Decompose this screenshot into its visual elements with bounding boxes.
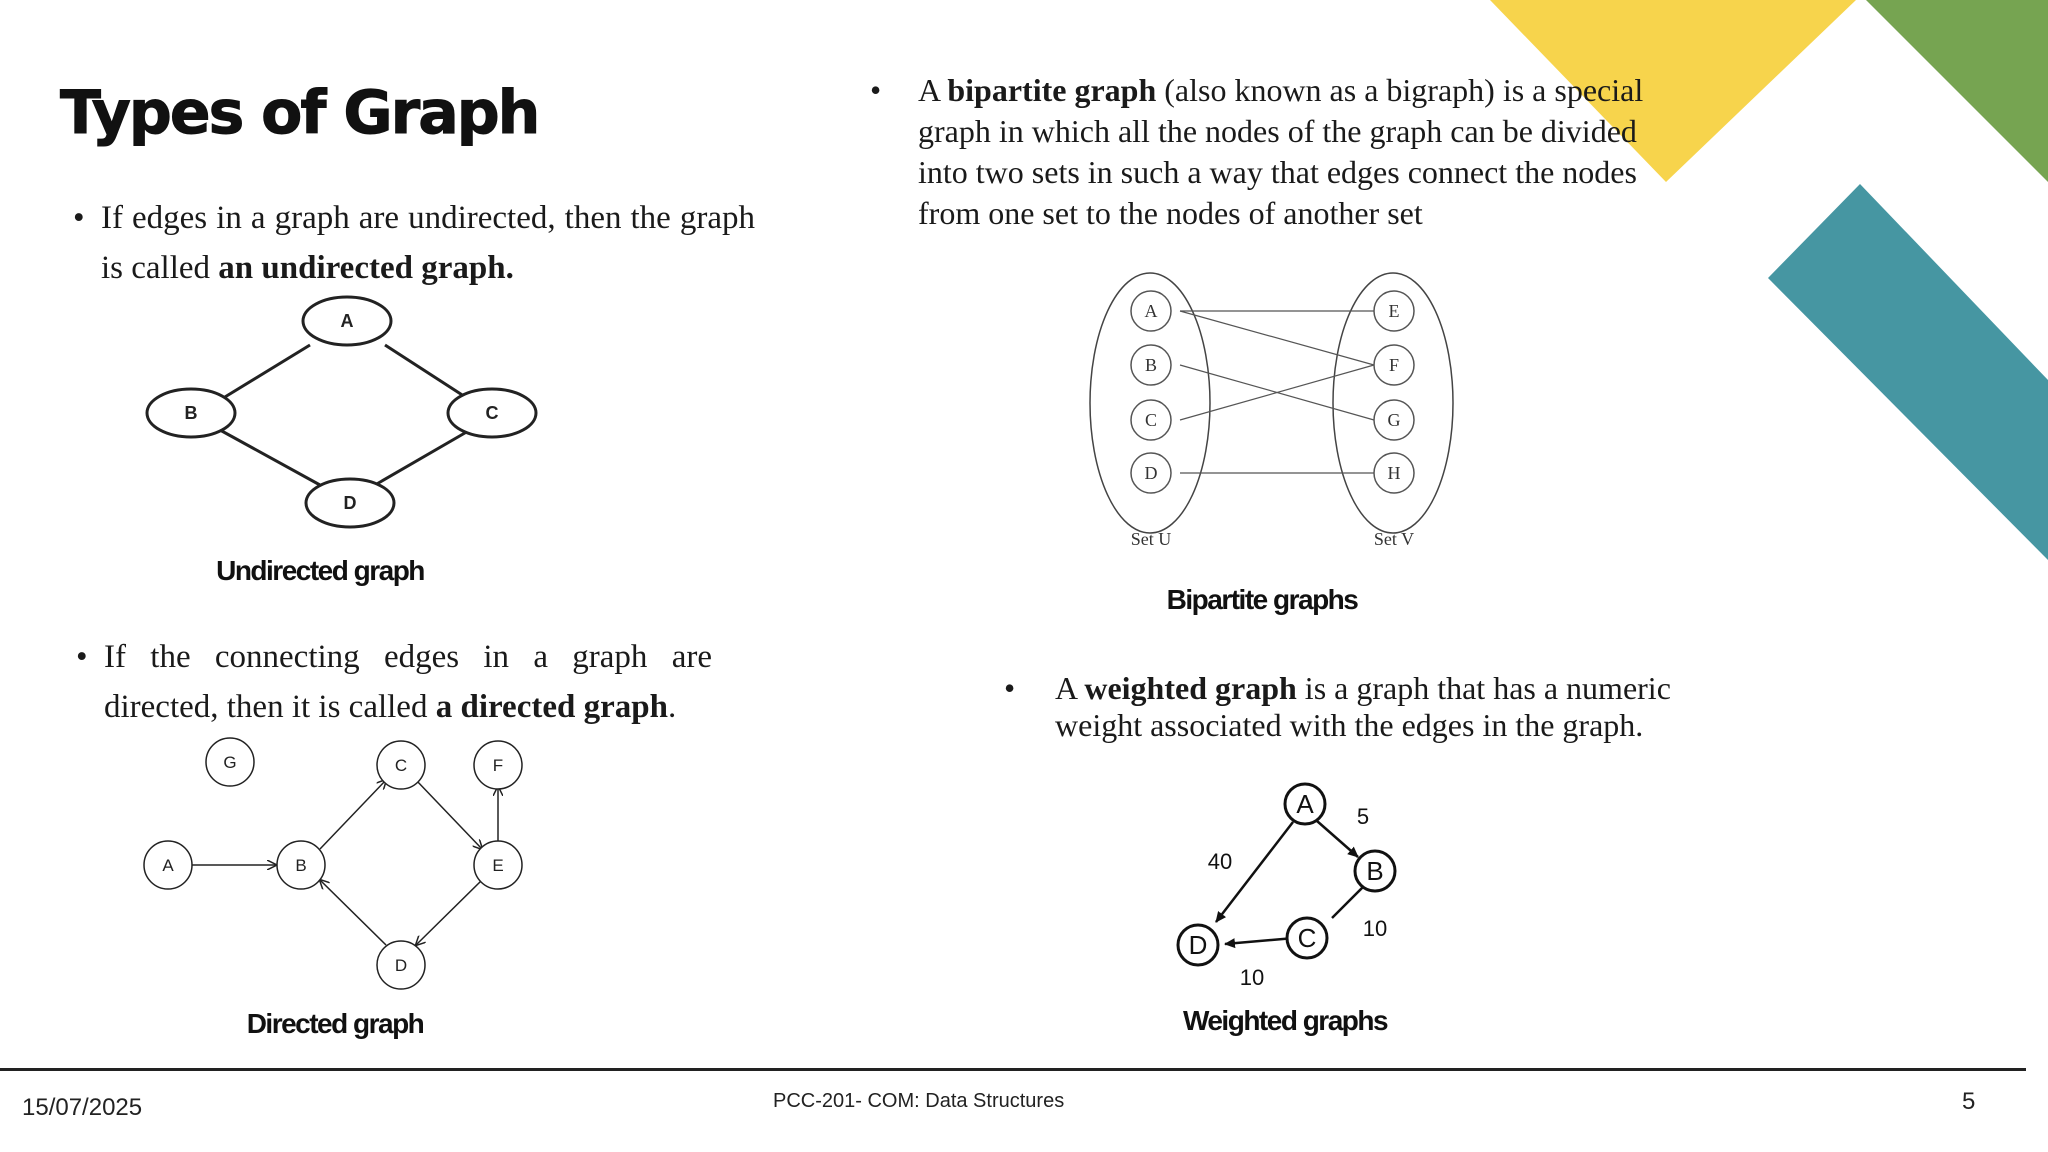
node-label: G — [1387, 410, 1401, 430]
undirected-bullet — [73, 193, 755, 293]
edge-d-b — [320, 880, 386, 945]
bullet-dot: • — [76, 639, 88, 675]
bullet-dot: • — [1004, 670, 1016, 706]
node-label: F — [1388, 355, 1400, 375]
green-triangle — [1866, 0, 2048, 182]
edge-a-c — [385, 345, 470, 400]
directed-graph — [130, 730, 550, 1000]
directed-term: a directed graph — [435, 689, 668, 725]
teal-band — [1768, 184, 2048, 560]
node-label: D — [394, 956, 408, 975]
node-label: C — [485, 403, 499, 423]
weighted-caption: Weighted graphs — [1182, 1005, 1388, 1036]
directed-caption: Directed graph — [246, 1008, 424, 1039]
weight-bc: 10 — [1362, 916, 1388, 941]
set-u-label: Set U — [1130, 529, 1172, 549]
node-label: A — [340, 311, 354, 331]
bullet-dot: • — [870, 72, 882, 108]
node-label: F — [492, 756, 504, 775]
bipartite-term: bipartite graph — [947, 72, 1157, 108]
undirected-term: an undirected graph. — [218, 250, 514, 286]
footer-divider — [0, 1068, 2026, 1071]
node-label: B — [1144, 355, 1158, 375]
node-label: B — [1366, 856, 1384, 886]
node-label: D — [343, 493, 357, 513]
page-number: 5 — [1962, 1088, 1976, 1115]
node-label: G — [223, 753, 237, 772]
bipartite-text-pre: A — [918, 72, 948, 108]
weight-ab: 5 — [1356, 804, 1370, 829]
node-label: D — [1144, 463, 1158, 483]
node-label: A — [162, 856, 174, 875]
directed-text: If the connecting edges in a graph are directed, then it is called — [104, 639, 712, 725]
edge-a-b — [1317, 821, 1358, 857]
weight-ad: 40 — [1207, 849, 1233, 874]
directed-bullet — [76, 632, 712, 732]
set-v-label: Set V — [1373, 529, 1415, 549]
edge-e-d — [416, 880, 482, 945]
bipartite-text: (also known as a bigraph) is a special graph in which all the nodes of the graph can be divided into two sets in such a way that edges connect the nodes from one set to the nodes of another set — [918, 72, 1644, 231]
node-label: C — [1144, 410, 1158, 430]
weight-cd: 10 — [1239, 965, 1265, 990]
node-label: A — [1144, 301, 1158, 321]
weighted-term: weighted graph — [1084, 670, 1297, 706]
node-label: B — [184, 403, 198, 423]
footer-date: 15/07/2025 — [22, 1094, 143, 1121]
weighted-text-pre: A — [1055, 670, 1085, 706]
edge-c-d — [375, 430, 470, 485]
node-label: C — [394, 756, 408, 775]
bipartite-bullet — [870, 70, 1678, 234]
edge-c-e — [416, 780, 482, 849]
undirected-caption: Undirected graph — [216, 555, 424, 586]
bipartite-graph — [1080, 258, 1480, 558]
directed-period: . — [667, 689, 677, 725]
bullet-dot: • — [73, 200, 85, 236]
node-label: E — [1388, 301, 1400, 321]
weighted-bullet — [1004, 670, 1685, 744]
edge-b-d — [220, 430, 320, 485]
edge-b-c — [320, 780, 386, 849]
weighted-graph — [1160, 780, 1420, 1000]
edge-a-f — [1180, 311, 1374, 365]
slide-title: Types of Graph — [60, 78, 539, 148]
node-label: B — [295, 856, 307, 875]
node-label: A — [1296, 789, 1314, 819]
undirected-text: If edges in a graph are undirected, then the graph is called — [101, 200, 755, 286]
bipartite-caption: Bipartite graphs — [1166, 584, 1358, 615]
undirected-graph — [130, 290, 550, 540]
edge-a-b — [220, 345, 310, 400]
node-label: H — [1387, 463, 1401, 483]
weighted-text: is a graph that has a numeric weight associated with the edges in the graph. — [1055, 670, 1671, 743]
edge-b-c — [1332, 885, 1365, 918]
footer-course: PCC-201- COM: Data Structures — [773, 1090, 1065, 1112]
node-label: E — [492, 856, 504, 875]
node-label: D — [1188, 930, 1208, 960]
node-label: C — [1297, 923, 1317, 953]
